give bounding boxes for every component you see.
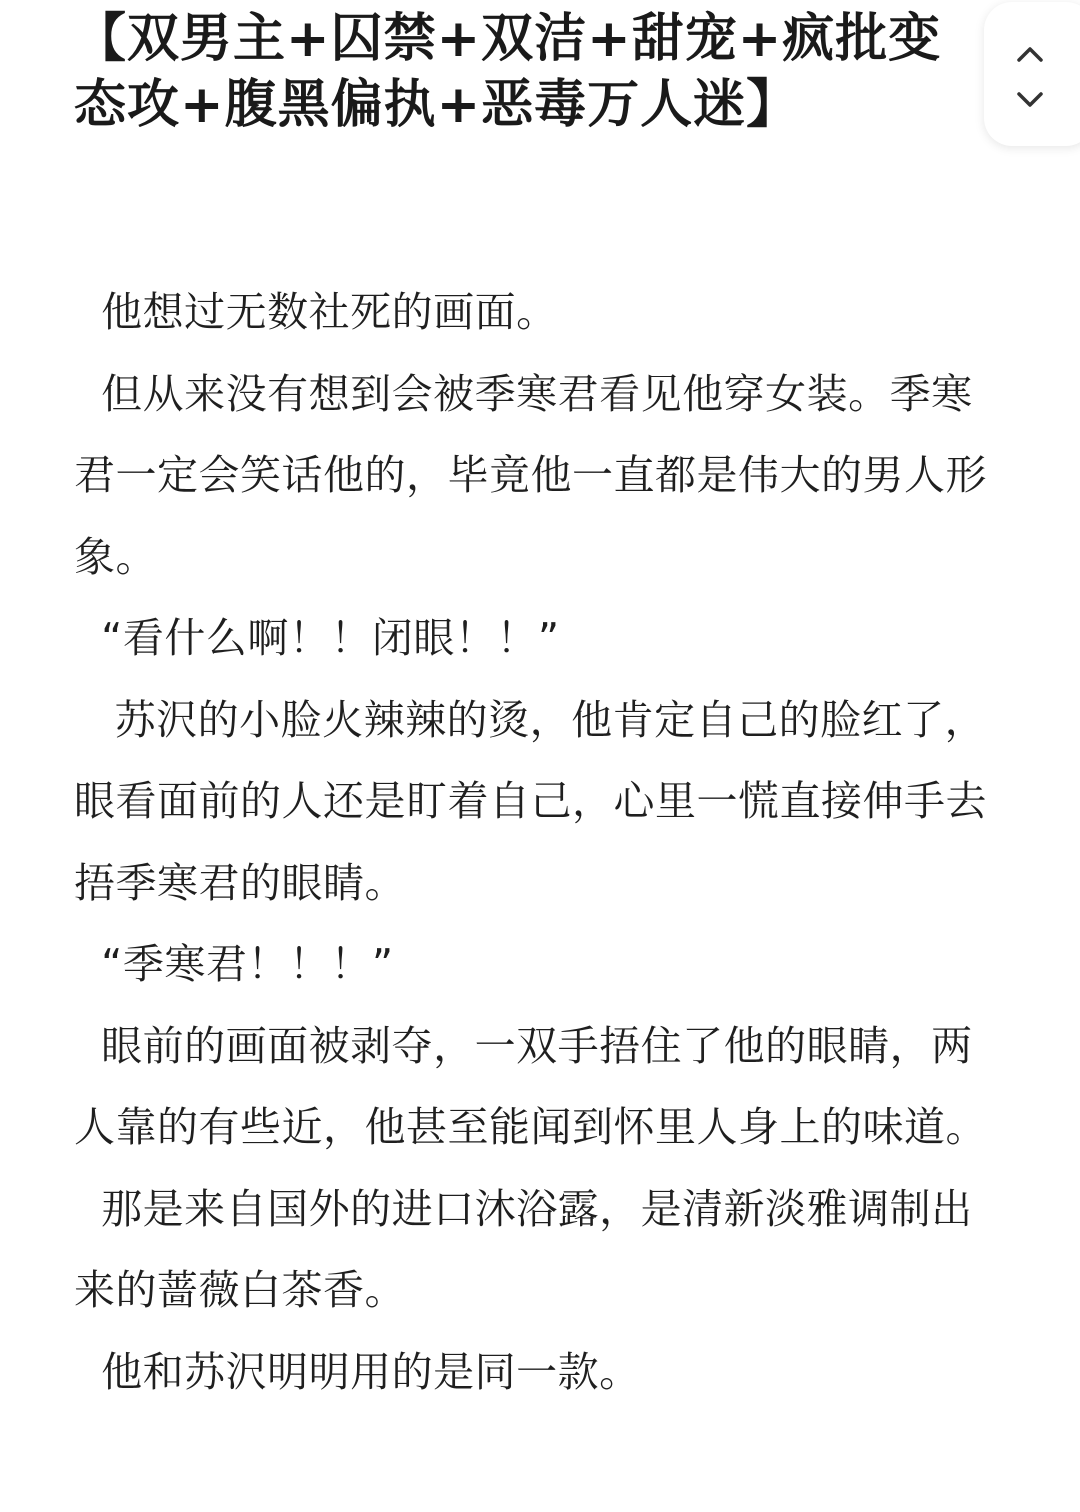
article-body bbox=[74, 272, 994, 1413]
paragraph: “季寒君！！！” bbox=[74, 940, 394, 988]
scroll-down-button[interactable] bbox=[1010, 80, 1050, 120]
paragraph: 那是来自国外的进口沐浴露，是清新淡雅调制出来的蔷薇白茶香。 bbox=[74, 1184, 973, 1314]
scroll-nav bbox=[984, 2, 1080, 146]
scroll-up-button[interactable] bbox=[1010, 34, 1050, 74]
chevron-up-icon bbox=[1015, 44, 1045, 64]
chevron-down-icon bbox=[1015, 90, 1045, 110]
article-title: 【双男主+囚禁+双洁+甜宠+疯批变态攻+腹黑偏执+恶毒万人迷】 bbox=[74, 9, 942, 135]
paragraph: “看什么啊！！闭眼！！” bbox=[74, 614, 560, 662]
paragraph: 他和苏沢明明用的是同一款。 bbox=[74, 1347, 641, 1396]
paragraph: 他想过无数社死的画面。 bbox=[74, 288, 558, 336]
paragraph: 眼前的画面被剥夺，一双手捂住了他的眼睛，两人靠的有些近，他甚至能闻到怀里人身上的味道。 bbox=[74, 1021, 987, 1151]
paragraph: 但从来没有想到会被季寒君看见他穿女装。季寒君一定会笑话他的，毕竟他一直都是伟大的男人形象。 bbox=[74, 369, 987, 581]
paragraph: 苏沢的小脸火辣辣的烫，他肯定自己的脸红了，眼看面前的人还是盯着自己，心里一慌直接伸手去捂季寒君的眼睛。 bbox=[74, 695, 987, 907]
